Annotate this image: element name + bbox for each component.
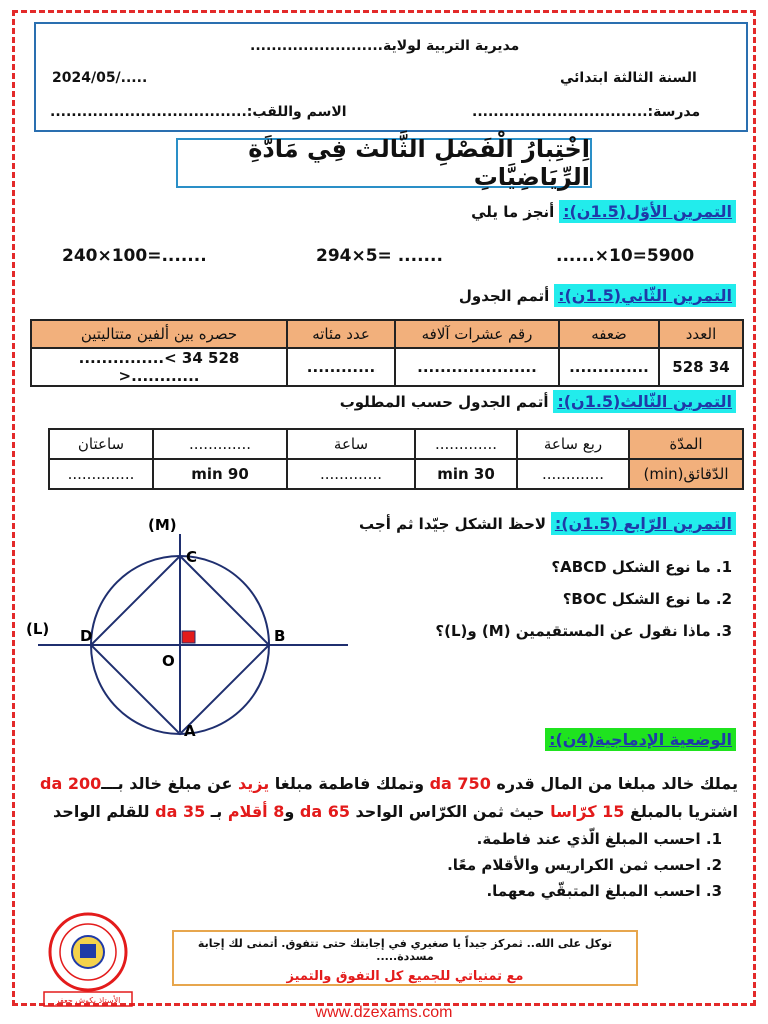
ex3-cell-blank-4: ............. (287, 459, 415, 489)
ex2-instruction: أتمم الجدول (458, 287, 550, 305)
p1-more: يزيد (237, 774, 270, 793)
label-a: A (184, 722, 196, 740)
integration-label: الوضعية الإدماجية(4ن): (545, 728, 736, 751)
p2-pens: 8 أقلام (227, 802, 285, 821)
p1-difference: 200 da (40, 774, 102, 793)
exam-title: اِخْتِبارُ الْفَصْلِ الثَّالث فِي مَادَّةِ الرِّيَاضِيَّاتِ (176, 138, 592, 188)
ex4-question-3: 3. ماذا نقول عن المستقيمين (M) و(L)؟ (435, 622, 732, 640)
ex4-heading (359, 514, 736, 533)
p2-pen-price: 35 da (155, 802, 206, 821)
ex2-bounds-text: ...............< 34 528 >............ (78, 349, 240, 385)
ex2-header-number: العدد (659, 320, 743, 348)
p1-text-1: يملك خالد مبلغا من المال قدره (490, 774, 738, 793)
teacher-name: الأستاذ بكوش جعفر (55, 996, 121, 1005)
p2-notebooks: 15 كرّاسا (550, 802, 625, 821)
label-m: (M) (148, 516, 177, 534)
p1-text-3: عن مبلغ خالد بـــ (101, 774, 238, 793)
integration-paragraph-2 (53, 802, 738, 821)
ex3-cell-hour: ساعة (287, 429, 415, 459)
label-b: B (274, 627, 286, 645)
ex3-cell-quarter-hour: ربع ساعة (517, 429, 629, 459)
school-line: مدرسة:................................. (472, 104, 701, 120)
ex2-heading (459, 286, 736, 305)
integration-paragraph-1 (40, 774, 738, 793)
ex4-instruction: لاحظ الشكل جيّدا ثم أجب (359, 515, 547, 533)
label-l: (L) (26, 620, 50, 638)
footer-line-2: مع تمنياتي للجميع كل التفوق والتميز (286, 969, 524, 984)
ex3-table (48, 428, 744, 490)
ex3-cell-90min: 90 min (153, 459, 287, 489)
ex3-label: التمرين الثّالث(1.5ن): (553, 390, 736, 413)
ex2-cell-number: 34 528 (659, 348, 743, 386)
geometry-figure (20, 510, 360, 740)
ex3-cell-30min: 30 min (415, 459, 517, 489)
ex1-op-1: 240×100=....... (62, 246, 207, 266)
ex3-cell-minutes-label: الدّقائق(min) (629, 459, 743, 489)
ex3-instruction: أتمم الجدول حسب المطلوب (339, 393, 549, 411)
ex1-op-2: 294×5= ....... (316, 246, 443, 266)
p1-text-2: وتملك فاطمة مبلغا (269, 774, 430, 793)
integration-question-2: 2. احسب ثمن الكراريس والأقلام معًا. (447, 856, 722, 874)
ex2-header-double: ضعفه (559, 320, 659, 348)
integration-heading (545, 730, 736, 749)
p1-khaled-amount: 750 da (429, 774, 491, 793)
label-c: C (186, 548, 198, 566)
label-d: D (80, 627, 93, 645)
website-watermark[interactable]: www.dzexams.com (315, 1004, 453, 1021)
p2-text-4: بـ (205, 802, 228, 821)
p2-text-2: حيث ثمن الكرّاس الواحد (349, 802, 551, 821)
ex1-op-3: ......×10=5900 (556, 246, 695, 266)
ex1-label: التمرين الأوّل(1.5ن): (559, 200, 736, 223)
ex2-header-ten-thousands: رقم عشرات آلافه (395, 320, 559, 348)
footer-message-box (172, 930, 638, 986)
ex3-cell-blank-3: ............. (517, 459, 629, 489)
ex3-cell-two-hours: ساعتان (49, 429, 153, 459)
ex2-cell-ten-thousands: ..................... (395, 348, 559, 386)
label-o: O (162, 652, 175, 670)
p2-text-5: للقلم الواحد (53, 802, 156, 821)
p2-text-3: و (284, 802, 300, 821)
ex2-label: التمرين الثّاني(1.5ن): (554, 284, 736, 307)
ex1-heading (471, 202, 736, 221)
ex2-table (30, 319, 744, 387)
ex3-cell-blank-1: ............. (415, 429, 517, 459)
footer-line-1: توكل على الله.. ثمركز جيداً يا صغيري في إجابتك حتى تتفوق. أتمنى لك إجابة مسددة..... (197, 937, 613, 963)
ex4-question-1: 1. ما نوع الشكل ABCD؟ (551, 558, 732, 576)
ex4-question-2: 2. ما نوع الشكل BOC؟ (562, 590, 732, 608)
ex2-cell-bounds (31, 348, 287, 386)
ex3-cell-duration-label: المدّة (629, 429, 743, 459)
integration-question-3: 3. احسب المبلغ المتبقّي معهما. (486, 882, 722, 900)
ex2-cell-double: .............. (559, 348, 659, 386)
ex2-cell-hundreds: ............ (287, 348, 395, 386)
ex3-cell-blank-2: ............. (153, 429, 287, 459)
ex2-header-hundreds: عدد مئاته (287, 320, 395, 348)
ex3-cell-blank-5: .............. (49, 459, 153, 489)
p2-text-1: اشتريا بالمبلغ (624, 802, 738, 821)
school-stamp-logo (38, 908, 138, 1008)
date-line: 2024/05/..... (52, 70, 148, 86)
ex1-instruction: أنجز ما يلي (471, 203, 555, 221)
ex3-heading (340, 392, 736, 411)
directorate-line: مديرية التربية لولاية......................... (250, 38, 520, 54)
student-name-line: الاسم واللقب:..................................... (50, 104, 347, 120)
year-label: السنة الثالثة ابتدائي (560, 70, 697, 86)
ex4-label: التمرين الرّابع (1.5ن): (551, 512, 736, 535)
ex2-header-bounds: حصره بين ألفين متتاليتين (31, 320, 287, 348)
p2-notebook-price: 65 da (299, 802, 350, 821)
right-angle-marker (182, 631, 195, 643)
integration-question-1: 1. احسب المبلغ الّذي عند فاطمة. (476, 830, 722, 848)
